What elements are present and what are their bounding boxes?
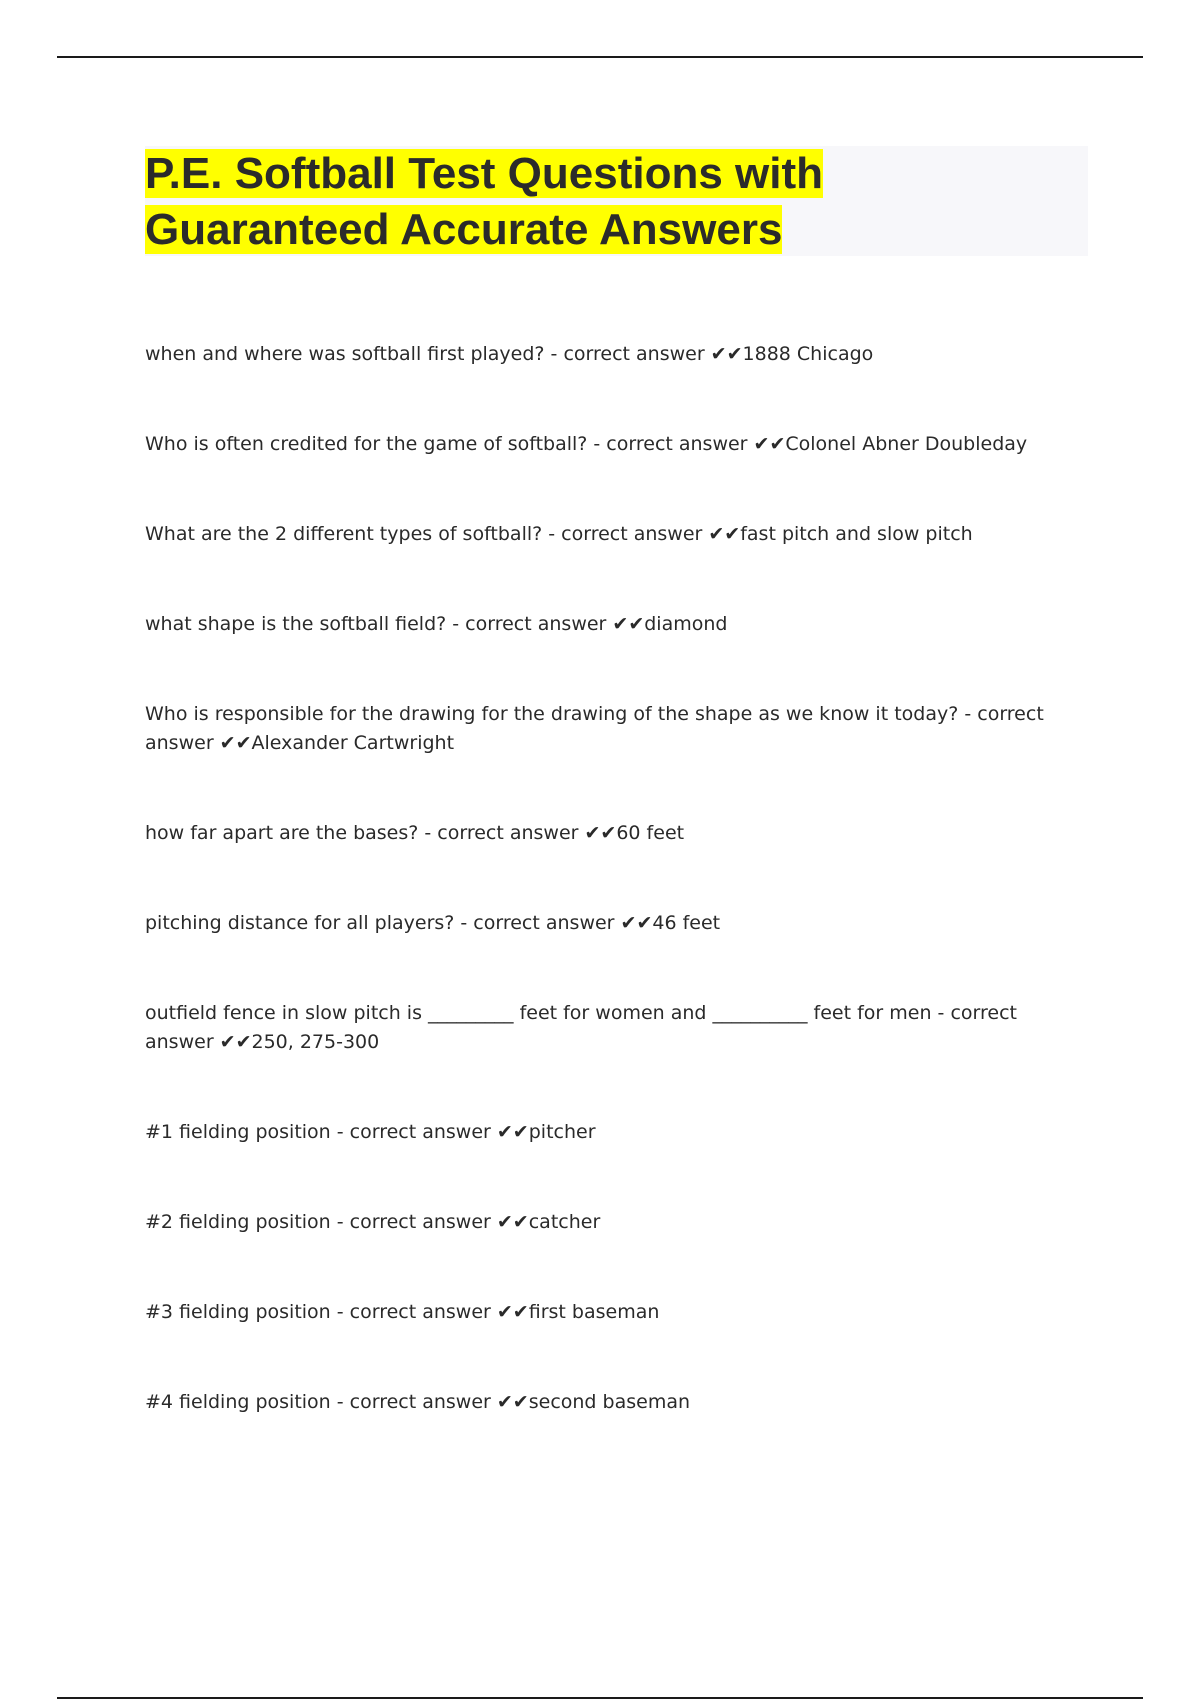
question-item-8: outfield fence in slow pitch is _________ feet for women and __________ feet for men - correct answer ✔✔250, 275-300 (145, 1002, 1017, 1053)
question-list (145, 340, 1075, 1417)
question-item-6: how far apart are the bases? - correct answer ✔✔60 feet (145, 822, 685, 844)
question-item-11: #3 fielding position - correct answer ✔✔first baseman (145, 1301, 660, 1323)
question-item-5: Who is responsible for the drawing for the drawing of the shape as we know it today? - correct answer ✔✔Alexander Cartwright (145, 703, 1044, 754)
question-item-1: when and where was softball first played? - correct answer ✔✔1888 Chicago (145, 343, 874, 365)
question-item-7: pitching distance for all players? - correct answer ✔✔46 feet (145, 912, 721, 934)
question-item-3: What are the 2 different types of softball? - correct answer ✔✔fast pitch and slow pitch (145, 523, 973, 545)
bottom-rule (57, 1697, 1143, 1699)
document-title (145, 146, 1045, 258)
question-item-9: #1 fielding position - correct answer ✔✔pitcher (145, 1121, 596, 1143)
question-item-10: #2 fielding position - correct answer ✔✔catcher (145, 1211, 601, 1233)
top-rule (57, 56, 1143, 58)
title-line-1: P.E. Softball Test Questions with (145, 149, 824, 198)
question-item-2: Who is often credited for the game of softball? - correct answer ✔✔Colonel Abner Doubleday (145, 433, 1028, 455)
question-item-4: what shape is the softball field? - correct answer ✔✔diamond (145, 613, 728, 635)
question-item-12: #4 fielding position - correct answer ✔✔second baseman (145, 1391, 691, 1413)
title-line-2: Guaranteed Accurate Answers (145, 205, 783, 254)
